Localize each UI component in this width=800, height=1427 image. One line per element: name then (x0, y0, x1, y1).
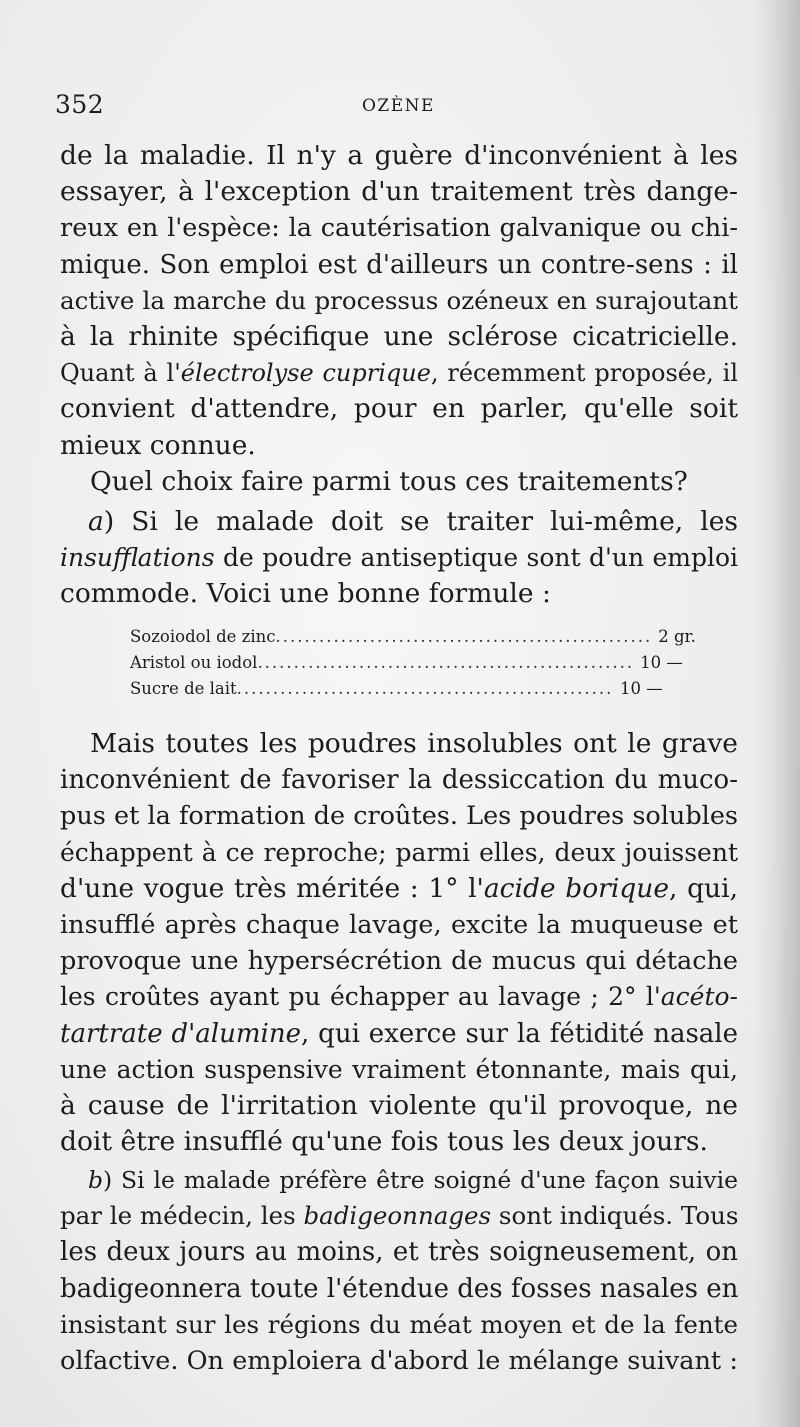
formula-row (130, 676, 680, 702)
text-line: convient d'attendre, pour en parler, qu'elle soit (60, 393, 738, 425)
text-line: de la maladie. Il n'y a guère d'inconvénient à les (60, 140, 738, 171)
italic-term: tartrate d'alumine (60, 1018, 301, 1049)
ingredient-quantity: 2 gr. (658, 627, 696, 646)
paragraph-question (60, 464, 738, 500)
paragraph-a (60, 504, 738, 613)
text-span: ) Si le malade doit se traiter lui-même, les (103, 506, 738, 537)
text-line (60, 979, 738, 1015)
text-line (60, 1198, 738, 1234)
paragraph-b (60, 1162, 738, 1379)
text-line: Quel choix faire parmi tous ces traitements? (90, 466, 688, 497)
formula-row (130, 650, 683, 676)
text-span: Quant à l' (60, 359, 181, 388)
text-span: d'une vogue très méritée : 1° l' (60, 872, 484, 904)
italic-term: badigeonnages (303, 1201, 492, 1231)
text-line: commode. Voici une bonne formule : (60, 578, 551, 610)
text-line (60, 504, 738, 540)
italic-term: acéto- (660, 982, 738, 1012)
text-line (60, 871, 738, 907)
leader-dots: .................................................... (257, 653, 635, 672)
ingredient-quantity: 10 — (620, 679, 663, 698)
text-line: provoque une hypersécrétion de mucus qui détache (60, 946, 738, 977)
leader-dots: .................................................... (236, 679, 614, 698)
text-span: par le médecin, les (60, 1201, 304, 1231)
text-line: active la marche du processus ozéneux en surajoutant (60, 285, 738, 315)
text-line: doit être insufflé qu'une fois tous les deux jours. (60, 1126, 708, 1158)
text-span: sont indiqués. Tous (491, 1201, 739, 1231)
ingredient-quantity: 10 — (640, 653, 683, 672)
italic-term: insufflations (60, 543, 215, 573)
text-line (60, 355, 738, 391)
text-line (60, 1016, 738, 1052)
text-line: Mais toutes les poudres insolubles ont le grave (90, 728, 738, 759)
text-line: olfactive. On emploiera d'abord le mélange suivant : (60, 1345, 738, 1376)
text-line (60, 1162, 738, 1198)
page-number: 352 (55, 90, 105, 119)
paragraph-powders (60, 726, 738, 1160)
item-letter: b (88, 1166, 104, 1194)
formula-row (130, 624, 696, 650)
text-span: , qui exerce sur la fétidité nasale (300, 1018, 739, 1049)
text-line: à la rhinite spécifique une sclérose cicatricielle. (60, 320, 738, 352)
item-letter: a (88, 506, 104, 537)
text-line: mique. Son emploi est d'ailleurs un contre-sens : il (60, 249, 738, 280)
ingredient-name: Sozoiodol de zinc (130, 627, 276, 646)
text-line: à cause de l'irritation violente qu'il provoque, ne (60, 1089, 738, 1121)
text-line: essayer, à l'exception d'un traitement très dange- (60, 176, 738, 208)
ingredient-name: Sucre de lait (130, 679, 237, 698)
paragraph-continuation (60, 138, 738, 464)
text-line: badigeonnera toute l'étendue des fosses nasales en (60, 1273, 739, 1304)
text-span: , qui, (669, 872, 738, 904)
ingredient-name: Aristol ou iodol (130, 653, 258, 672)
text-span: ) Si le malade préfère être soigné d'une façon suivie (103, 1166, 738, 1194)
page-edge-shadow (754, 0, 800, 1427)
italic-term: acide borique (483, 872, 670, 904)
text-line: insufflé après chaque lavage, excite la muqueuse et (60, 909, 738, 940)
leader-dots: .................................................... (275, 627, 653, 646)
text-line (60, 540, 738, 576)
text-line: une action suspensive vraiment étonnante, mais qui, (60, 1054, 738, 1084)
text-line: mieux connue. (60, 429, 256, 461)
text-span: les croûtes ayant pu échapper au lavage ; 2° l' (60, 982, 661, 1012)
text-line: les deux jours au moins, et très soigneusement, on (60, 1237, 738, 1268)
text-span: , récemment proposée, il (430, 359, 738, 388)
text-line: insistant sur les régions du méat moyen et de la fente (60, 1309, 738, 1339)
text-line: inconvénient de favoriser la dessiccation du muco- (60, 765, 738, 796)
text-span: de poudre antiseptique sont d'un emploi (214, 543, 738, 573)
text-line: pus et la formation de croûtes. Les poudres solubles (60, 801, 738, 832)
text-line: échappent à ce reproche; parmi elles, deux jouissent (60, 837, 738, 867)
text-line: reux en l'espèce: la cautérisation galvanique ou chi- (60, 213, 738, 244)
running-title: OZÈNE (362, 96, 435, 116)
formula-table (130, 624, 696, 702)
italic-term: électrolyse cuprique (180, 359, 431, 388)
